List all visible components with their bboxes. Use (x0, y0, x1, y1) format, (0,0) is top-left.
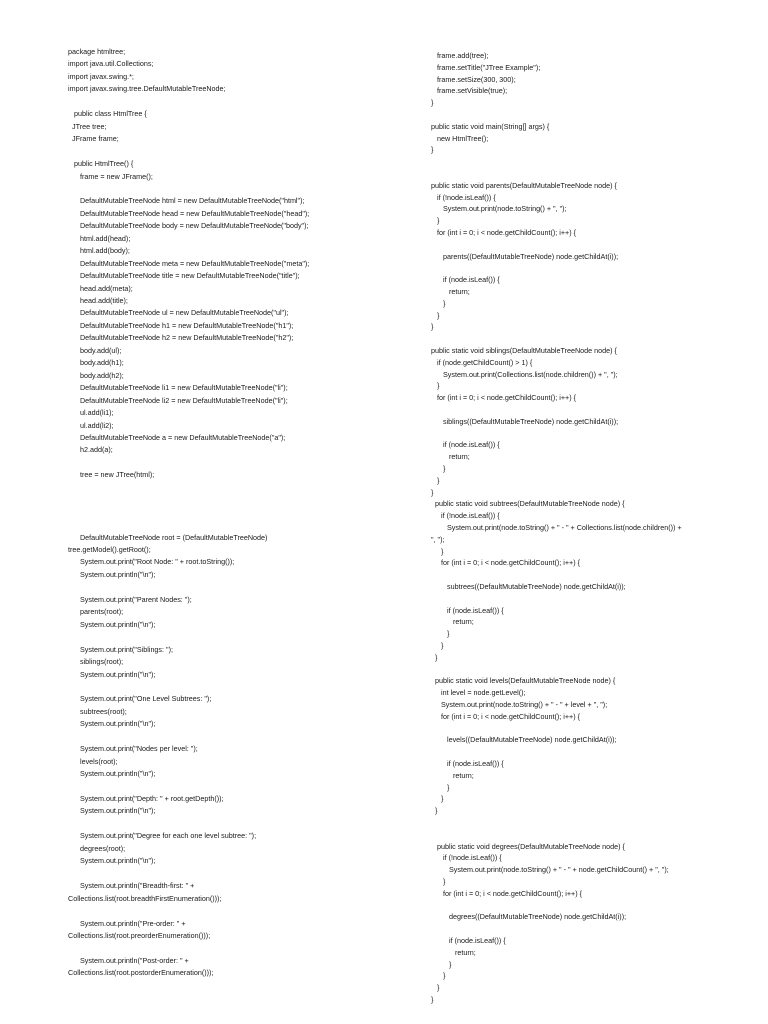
code-line: if (node.isLeaf()) { (431, 936, 506, 945)
code-line: if (node.isLeaf()) { (431, 275, 500, 285)
code-line: } (431, 322, 434, 332)
code-line: } (431, 629, 450, 639)
code-line: DefaultMutableTreeNode ul = new DefaultMutableTreeNode("ul"); (68, 308, 289, 318)
code-line: } (431, 782, 450, 792)
code-line: } (431, 145, 434, 155)
code-line: DefaultMutableTreeNode html = new DefaultMutableTreeNode("html"); (68, 196, 305, 206)
code-line: frame.setTitle("JTree Example"); (431, 62, 541, 72)
code-line: } (431, 98, 434, 108)
code-line: for (int i = 0; i < node.getChildCount(); i++) { (431, 888, 583, 898)
code-line: import javax.swing.tree.DefaultMutableTreeNode; (68, 84, 226, 94)
code-line: } (431, 971, 446, 981)
code-line: degrees(root); (68, 843, 126, 853)
code-line: public static void levels(DefaultMutableTreeNode node) { (431, 676, 616, 686)
code-line: } (431, 806, 438, 816)
code-line: if (node.isLeaf()) { (431, 759, 504, 768)
code-line: } (431, 310, 440, 320)
code-line: } (431, 487, 434, 497)
code-line: parents((DefaultMutableTreeNode) node.getChildAt(i)); (431, 251, 619, 261)
code-line: for (int i = 0; i < node.getChildCount(); i++) { (431, 393, 577, 403)
code-line: return; (431, 287, 470, 296)
code-line: System.out.println("\n"); (68, 719, 156, 729)
code-line: ul.add(li2); (68, 420, 114, 430)
code-line: frame.setSize(300, 300); (431, 74, 516, 84)
code-line: for (int i = 0; i < node.getChildCount(); i++) { (431, 558, 581, 568)
code-line: public static void main(String[] args) { (431, 121, 550, 131)
code-line: } (431, 959, 452, 969)
code-line: DefaultMutableTreeNode root = (DefaultMutableTreeNode) (68, 532, 268, 542)
code-line: head.add(title); (68, 296, 128, 305)
code-line: JFrame frame; (68, 134, 119, 144)
code-line: System.out.print("Root Node: " + root.toString()); (68, 557, 235, 567)
code-line: } (431, 652, 438, 662)
code-line: } (431, 546, 444, 556)
code-line: h2.add(a); (68, 445, 113, 455)
code-line: degrees((DefaultMutableTreeNode) node.getChildAt(i)); (431, 912, 627, 922)
code-line: body.add(ul); (68, 345, 122, 355)
code-line: System.out.println("\n"); (68, 806, 156, 816)
code-line: html.add(head); (68, 233, 131, 243)
code-line: DefaultMutableTreeNode li2 = new DefaultMutableTreeNode("li"); (68, 395, 288, 405)
code-line: System.out.print("Parent Nodes: "); (68, 594, 192, 604)
code-line: } (431, 983, 440, 993)
code-line: package htmltree; (68, 47, 126, 56)
code-line: frame.add(tree); (431, 51, 489, 60)
code-line: DefaultMutableTreeNode h2 = new DefaultMutableTreeNode("h2"); (68, 333, 294, 343)
code-line: } (431, 216, 440, 226)
code-line: Collections.list(root.preorderEnumeration())); (68, 930, 211, 940)
code-line: DefaultMutableTreeNode head = new DefaultMutableTreeNode("head"); (68, 208, 310, 218)
code-line: if (node.isLeaf()) { (431, 440, 500, 450)
code-line: siblings(root); (68, 657, 124, 667)
code-line: System.out.print("One Level Subtrees: "); (68, 694, 212, 704)
code-line: System.out.println("\n"); (68, 569, 156, 579)
code-line: DefaultMutableTreeNode li1 = new DefaultMutableTreeNode("li"); (68, 383, 288, 393)
code-line: System.out.print("Nodes per level: "); (68, 744, 198, 754)
code-line: head.add(meta); (68, 283, 133, 293)
code-line: frame.setVisible(true); (431, 86, 508, 96)
code-line: import javax.swing.*; (68, 71, 134, 81)
code-line: frame = new JFrame(); (68, 171, 153, 181)
code-line: System.out.print("Siblings: "); (68, 644, 173, 654)
code-line: int level = node.getLevel(); (431, 688, 526, 698)
code-line: } (431, 464, 446, 473)
code-line: if (!node.isLeaf()) { (431, 853, 502, 863)
code-line: body.add(h1); (68, 358, 124, 368)
code-line: return; (431, 770, 474, 780)
code-line: DefaultMutableTreeNode title = new DefaultMutableTreeNode("title"); (68, 271, 300, 281)
code-line: System.out.print(node.toString() + " - " + level + ", "); (431, 700, 608, 709)
code-line: subtrees((DefaultMutableTreeNode) node.getChildAt(i)); (431, 582, 626, 591)
code-line: System.out.println("Breadth-first: " + (68, 881, 195, 891)
code-line: DefaultMutableTreeNode body = new DefaultMutableTreeNode("body"); (68, 221, 309, 231)
code-line: new HtmlTree(); (431, 133, 489, 143)
code-line: parents(root); (68, 607, 124, 617)
code-line: DefaultMutableTreeNode h1 = new DefaultMutableTreeNode("h1"); (68, 320, 294, 330)
code-line: public static void siblings(DefaultMutableTreeNode node) { (431, 346, 617, 355)
code-line: } (431, 298, 446, 308)
code-line: public HtmlTree() { (68, 159, 134, 169)
code-line: public class HtmlTree { (68, 109, 147, 119)
code-line: System.out.print(node.toString() + " - " + node.getChildCount() + ", "); (431, 865, 669, 875)
code-line: DefaultMutableTreeNode a = new DefaultMutableTreeNode("a"); (68, 432, 286, 442)
code-line: if (!node.isLeaf()) { (431, 511, 500, 521)
code-line: if (node.isLeaf()) { (431, 605, 504, 615)
code-line: JTree tree; (68, 121, 107, 131)
code-line: Collections.list(root.breadthFirstEnumeration())); (68, 893, 222, 903)
code-line: System.out.println("\n"); (68, 669, 156, 679)
code-line: for (int i = 0; i < node.getChildCount(); i++) { (431, 711, 581, 721)
code-line: if (node.getChildCount() > 1) { (431, 357, 533, 367)
code-line: public static void subtrees(DefaultMutableTreeNode node) { (431, 499, 625, 509)
code-line: System.out.println("Pre-order: " + (68, 918, 186, 928)
code-line: } (431, 381, 440, 391)
code-line: body.add(h2); (68, 370, 124, 380)
code-line: for (int i = 0; i < node.getChildCount(); i++) { (431, 228, 577, 237)
code-line: } (431, 995, 434, 1004)
code-line: } (431, 641, 444, 650)
code-line: System.out.println("Post-order: " + (68, 955, 189, 965)
code-line: System.out.println("\n"); (68, 619, 156, 629)
code-line: return; (431, 617, 474, 627)
code-line: levels(root); (68, 756, 118, 766)
code-line: public static void parents(DefaultMutableTreeNode node) { (431, 180, 617, 190)
code-line: ", "); (431, 534, 445, 544)
code-line: return; (431, 452, 470, 462)
code-line: levels((DefaultMutableTreeNode) node.getChildAt(i)); (431, 735, 617, 745)
code-line: } (431, 794, 444, 804)
code-line: subtrees(root); (68, 706, 127, 716)
code-line: tree = new JTree(html); (68, 470, 155, 480)
code-line: } (431, 475, 440, 485)
code-line: tree.getModel().getRoot(); (68, 545, 151, 554)
code-line: System.out.print(node.toString() + ", "); (431, 204, 567, 214)
code-line: public static void degrees(DefaultMutableTreeNode node) { (431, 841, 625, 851)
code-line: System.out.print("Depth: " + root.getDepth()); (68, 794, 224, 803)
code-line: System.out.println("\n"); (68, 856, 156, 866)
code-line: if (!node.isLeaf()) { (431, 192, 496, 202)
code-line: DefaultMutableTreeNode meta = new DefaultMutableTreeNode("meta"); (68, 258, 310, 268)
code-line: System.out.println("\n"); (68, 769, 156, 779)
code-line: import java.util.Collections; (68, 59, 154, 69)
code-line: System.out.print("Degree for each one level subtree: "); (68, 831, 257, 841)
code-line: Collections.list(root.postorderEnumeration())); (68, 968, 214, 978)
code-line: siblings((DefaultMutableTreeNode) node.getChildAt(i)); (431, 416, 619, 426)
code-line: html.add(body); (68, 246, 130, 256)
code-line: return; (431, 947, 476, 957)
code-line: ul.add(li1); (68, 408, 114, 418)
code-line: } (431, 877, 446, 886)
code-line: System.out.print(node.toString() + " - " + Collections.list(node.children()) + (431, 523, 682, 532)
code-line: System.out.print(Collections.list(node.children()) + ", "); (431, 369, 618, 379)
